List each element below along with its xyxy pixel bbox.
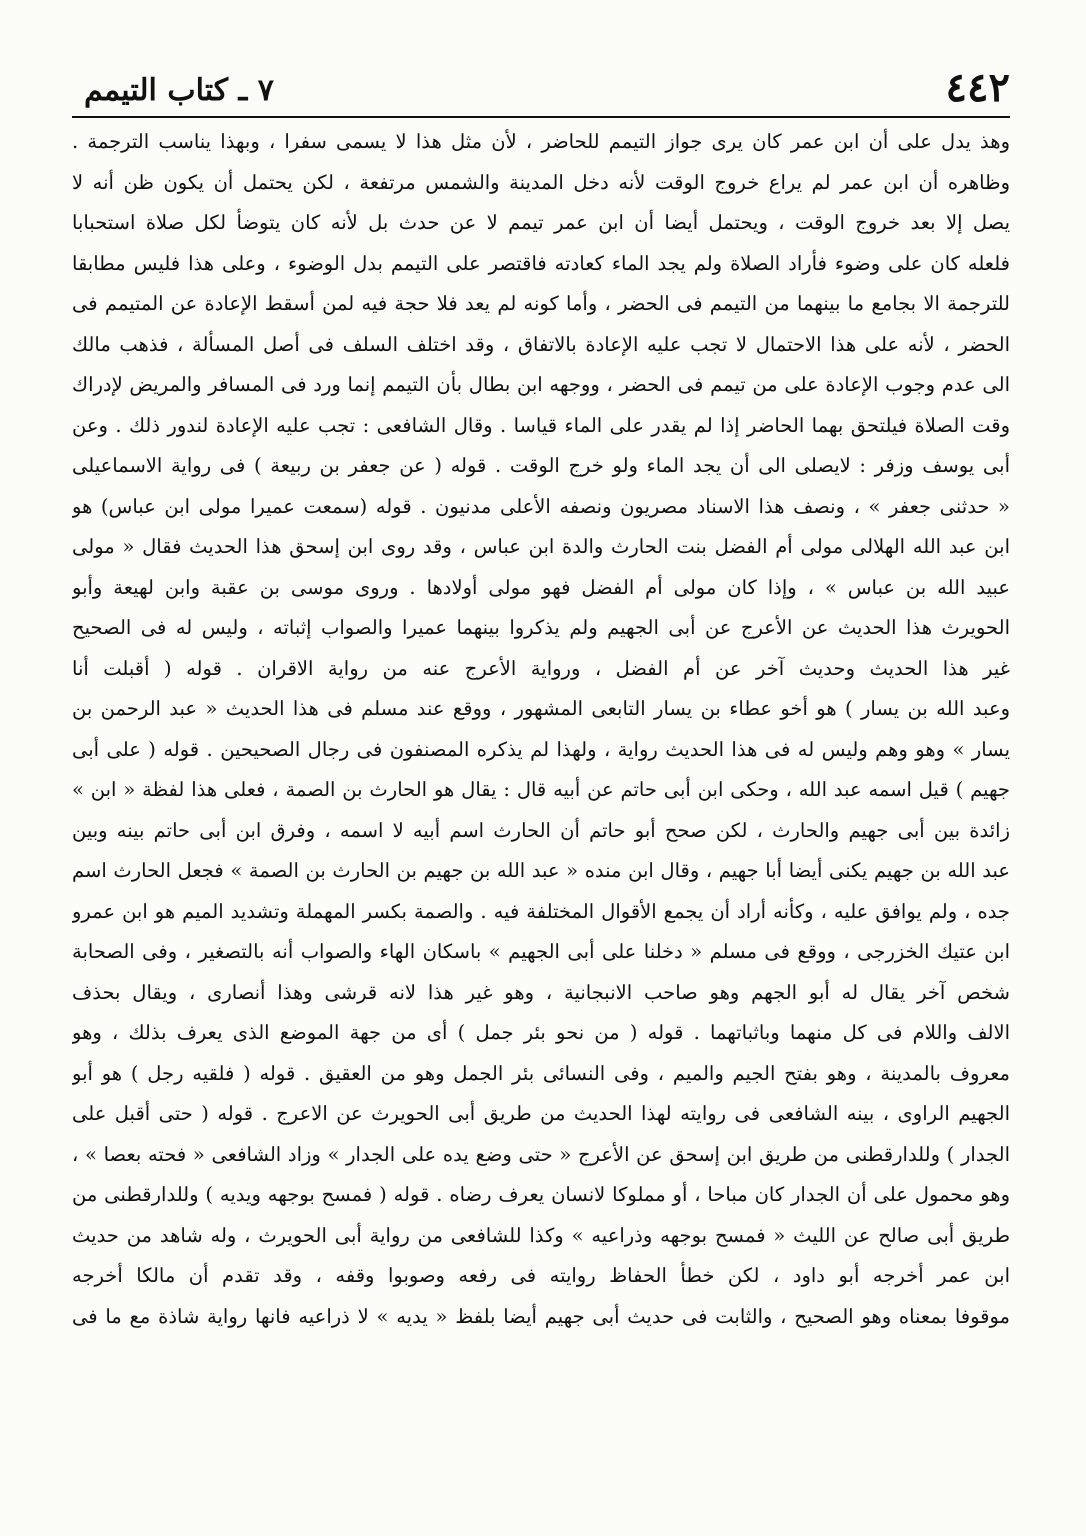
text-line: ابن عمر أخرجه أبو داود ، لكن خطأ الحفاظ روايته فى رفعه وصوبوا وقفه ، وقد تقدم أن مالكا أخرجه — [72, 1264, 1010, 1287]
text-line: يسار » وهو وهم وليس له فى هذا الحديث رواية ، ولهذا لم يذكره المصنفون فى رجال الصحيحين . قوله ( على أبى — [72, 737, 1010, 761]
text-line: وظاهره أن ابن عمر لم يراع خروج الوقت لأنه دخل المدينة والشمس مرتفعة ، لكن يحتمل أن يكون ظن أنه لا — [72, 170, 1010, 194]
page-number: ٤٤٢ — [945, 64, 1010, 111]
text-line: الى عدم وجوب الإعادة على من تيمم فى الحضر ، ووجهه ابن بطال بأن التيمم إنما ورد فى المسافر والمريض لإدراك — [72, 373, 1010, 396]
header-rule — [72, 116, 1010, 118]
text-line: يصل إلا بعد خروج الوقت ، ويحتمل أيضا أن ابن عمر تيمم لا عن حدث بل لأنه كان يتوضأ لكل صلاة استحبابا — [72, 211, 1010, 234]
text-line: الحضر ، لأنه على هذا الاحتمال لا تجب عليه الإعادة بالاتفاق ، وقد اختلف السلف فى أصل المسألة ، فذهب مالك — [72, 332, 1010, 356]
body-text — [72, 122, 1010, 1337]
text-line: جده ، ولم يوافق عليه ، وكأنه أراد أن يجمع الأقوال المختلفة فيه . والصمة بكسر المهملة وتشديد الميم هو ابن عمرو — [72, 899, 1010, 923]
text-line: عبد الله بن جهيم يكنى أيضا أبا جهيم ، وقال ابن منده « عبد الله بن جهيم بن الحارث بن الصمة » فجعل الحارث اسم — [72, 859, 1010, 882]
text-line: وقت الصلاة فيلتحق بهما الحاضر إذا لم يقدر على الماء قياسا . وقال الشافعى : تجب عليه الإعادة لندور ذلك . وعن — [72, 413, 1010, 437]
text-line: الالف واللام فى كل منهما وباثباتهما . قوله ( من نحو بئر جمل ) أى من جهة الموضع الذى يعرف بذلك ، وهو — [72, 1021, 1010, 1044]
text-line: ابن عبد الله الهلالى مولى أم الفضل بنت الحارث والدة ابن عباس ، وقد روى ابن إسحق هذا الحديث فقال « مولى — [72, 535, 1010, 558]
text-line: غير هذا الحديث وحديث آخر عن أم الفضل ، ورواية الأعرج عنه من رواية الاقران . قوله ( أقبلت أنا — [72, 656, 1010, 680]
text-line: الجهيم الراوى ، بينه الشافعى فى روايته لهذا الحديث من طريق أبى الحويرث عن الاعرج . قوله ( حتى أقبل على — [72, 1102, 1010, 1125]
text-line: موقوفا بمعناه وهو الصحيح ، والثابت فى حديث أبى جهيم أيضا بلفظ « يديه » لا ذراعيه فانها رواية شاذة مع ما فى — [72, 1304, 1010, 1328]
text-line: الجدار ) وللدارقطنى من طريق ابن إسحق عن الأعرج « حتى وضع يده على الجدار » وزاد الشافعى « فحته بعصا » ، — [72, 1142, 1010, 1166]
text-line: « حدثنى جعفر » ، ونصف هذا الاسناد مصريون ونصفه الأعلى مدنيون . قوله (سمعت عميرا مولى ابن عباس) هو — [72, 494, 1010, 518]
text-line: طريق أبى صالح عن الليث « فمسح بوجهه وذراعيه » وكذا للشافعى من رواية أبى الحويرث ، وله شاهد من حديث — [72, 1223, 1010, 1247]
text-line: أبى يوسف وزفر : لايصلى الى أن يجد الماء ولو خرج الوقت . قوله ( عن جعفر بن ربيعة ) فى رواية الاسماعيلى — [72, 454, 1010, 477]
text-line: عبيد الله بن عباس » ، وإذا كان مولى أم الفضل فهو مولى أولادها . وروى موسى بن عقبة وابن لهيعة وأبو — [72, 575, 1010, 599]
text-line: شخص آخر يقال له أبو الجهم وهو صاحب الانبجانية ، وهو غير هذا لانه قرشى وهذا أنصارى ، ويقال بحذف — [72, 980, 1010, 1004]
text-line: جهيم ) قيل اسمه عبد الله ، وحكى ابن أبى حاتم عن أبيه قال : يقال هو الحارث بن الصمة ، فعلى هذا لفظة « ابن » — [72, 778, 1010, 801]
text-line: فلعله كان على وضوء فأراد الصلاة ولم يجد الماء كعادته فاقتصر على التيمم بدل الوضوء ، وعلى هذا فليس مطابقا — [72, 251, 1010, 275]
running-head: ٧ ـ كتاب التيمم — [84, 73, 274, 108]
text-line: وعبد الله بن يسار ) هو أخو عطاء بن يسار التابعى المشهور ، ووقع عند مسلم فى هذا الحديث « عبد الرحمن بن — [72, 697, 1010, 720]
text-line: ابن عتيك الخزرجى ، ووقع فى مسلم « دخلنا على أبى الجهيم » باسكان الهاء والصواب أنه بالتصغير ، وفى الصحابة — [72, 940, 1010, 963]
text-line: للترجمة الا بجامع ما بينهما من التيمم فى الحضر ، وأما كونه لم يعد فلا حجة فيه لمن أسقط الإعادة عن المتيمم فى — [72, 292, 1010, 315]
text-line: وهو محمول على أن الجدار كان مباحا ، أو مملوكا لانسان يعرف رضاه . قوله ( فمسح بوجهه ويديه ) وللدارقطنى من — [72, 1183, 1010, 1206]
text-line: وهذ يدل على أن ابن عمر كان يرى جواز التيمم للحاضر ، لأن مثل هذا لا يسمى سفرا ، وبهذا يناسب الترجمة . — [72, 130, 1010, 153]
page-header — [84, 62, 1010, 114]
text-line: زائدة بين أبى جهيم والحارث ، لكن صحح أبو حاتم أن الحارث اسم أبيه لا اسمه ، وفرق ابن أبى حاتم بينه وبين — [72, 818, 1010, 842]
text-line: معروف بالمدينة ، وهو بفتح الجيم والميم ، وفى النسائى بئر الجمل وهو من العقيق . قوله ( فلقيه رجل ) هو أبو — [72, 1061, 1010, 1085]
text-line: الحويرث هذا الحديث عن الأعرج عن أبى الجهيم ولم يذكروا بينهما عميرا والصواب إثباته ، وليس له فى الصحيح — [72, 616, 1010, 639]
